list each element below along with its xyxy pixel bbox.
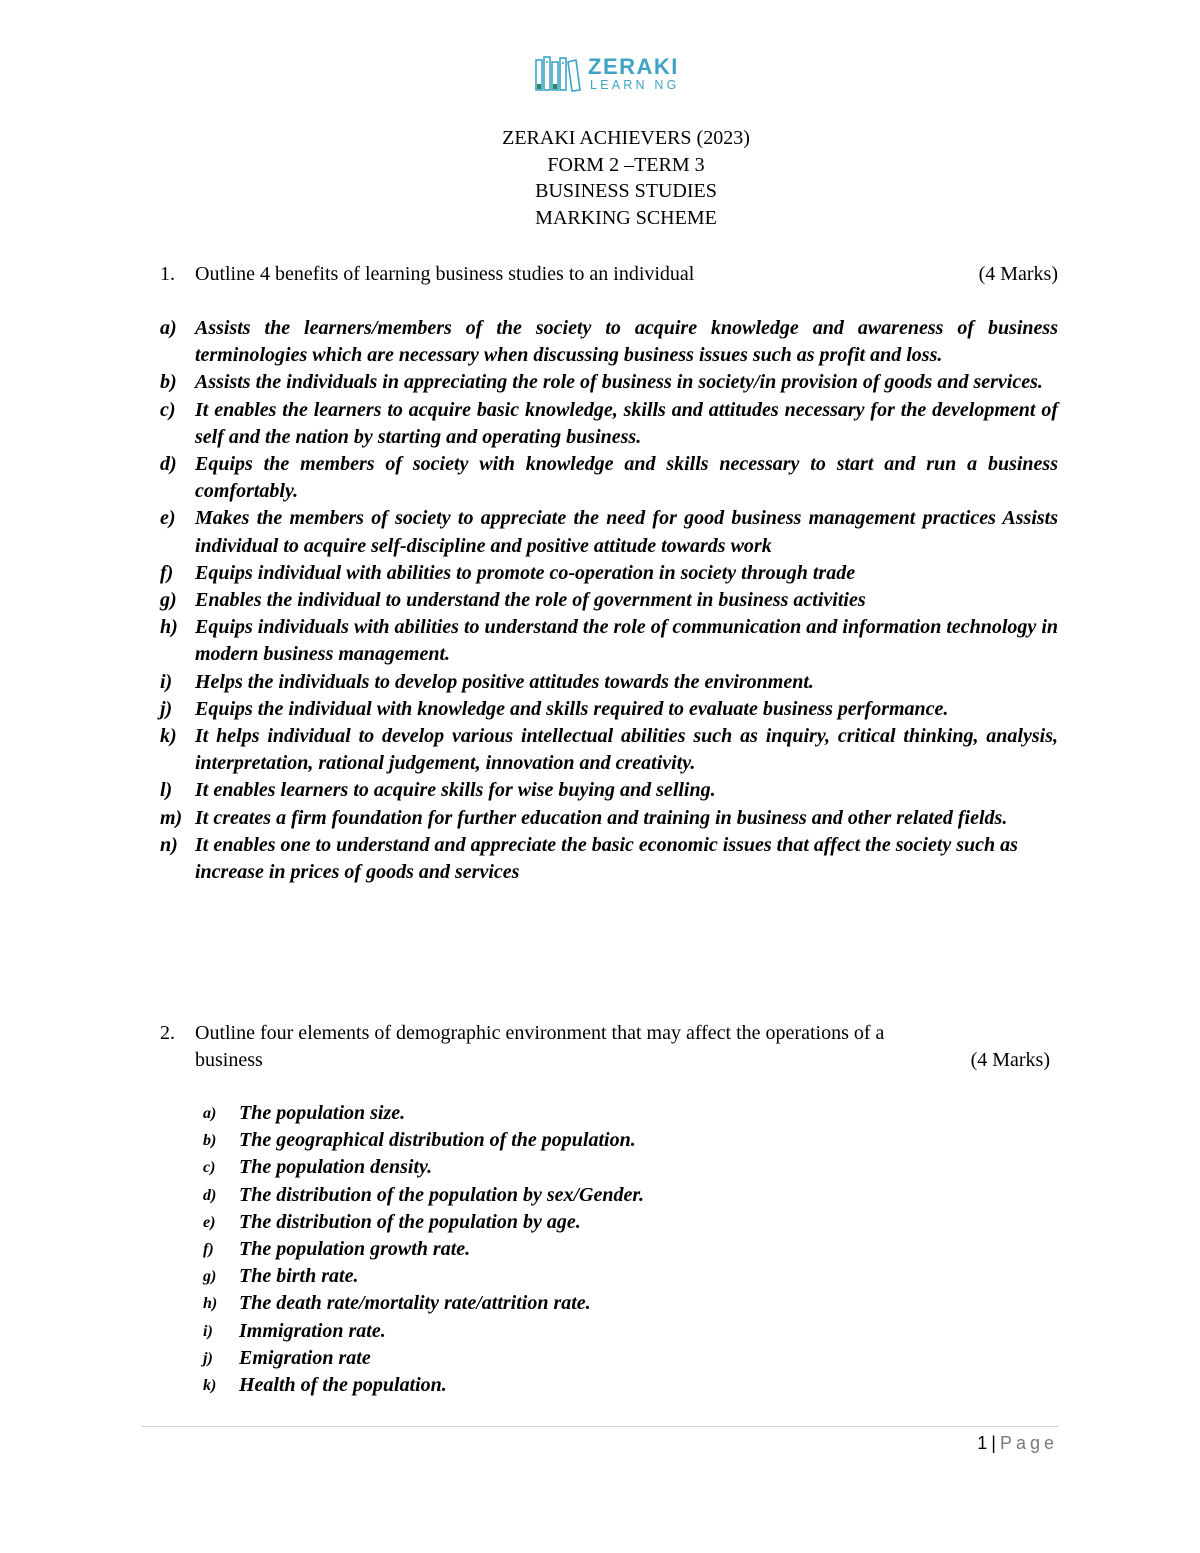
question-2-answers [203, 1100, 903, 1399]
header-line-3: BUSINESS STUDIES [535, 180, 717, 202]
footer-separator: | [991, 1433, 996, 1453]
answer-item [160, 805, 1058, 832]
answer-text: Health of the population. [239, 1374, 447, 1397]
answer-text: It helps individual to develop various intellectual abilities such as inquiry, critical thinking, analysis, interpretation, rational judgement, innovation and creativity. [195, 725, 1058, 775]
zeraki-logo [534, 52, 694, 96]
answer-item [160, 669, 1058, 696]
header-line-1: ZERAKI ACHIEVERS (2023) [502, 127, 750, 149]
answer-text: Equips the individual with knowledge and skills required to evaluate business performance. [195, 697, 949, 720]
question-number: 2. [160, 1022, 175, 1044]
answer-text: Enables the individual to understand the role of government in business activities [195, 589, 866, 612]
question-number: 1. [160, 263, 175, 285]
answer-item [160, 723, 1058, 777]
answer-label: g) [203, 1268, 217, 1286]
answer-text: The birth rate. [239, 1265, 359, 1288]
answer-text: The distribution of the population by age. [239, 1210, 581, 1233]
answer-label: h) [203, 1295, 218, 1313]
answer-label: c) [160, 398, 176, 421]
answer-text: Immigration rate. [239, 1319, 386, 1342]
answer-label: d) [160, 453, 177, 476]
question-text-line-2: business [195, 1049, 263, 1071]
answer-label: f) [203, 1241, 214, 1259]
question-marks: (4 Marks) [978, 263, 1058, 285]
answer-item [160, 315, 1058, 369]
answer-label: n) [160, 833, 178, 856]
answer-item [203, 1127, 903, 1154]
answer-label: f) [160, 561, 174, 584]
answer-text: The population density. [239, 1156, 433, 1179]
answer-text: It creates a firm foundation for further education and training in business and other related fields. [195, 806, 1008, 829]
answer-item [203, 1263, 903, 1290]
answer-item [160, 397, 1058, 451]
logo-subtitle: LEARN NG [590, 78, 680, 92]
answer-item [160, 777, 1058, 804]
answer-label: i) [160, 670, 173, 693]
answer-text: Emigration rate [239, 1346, 371, 1369]
question-text: Outline 4 benefits of learning business studies to an individual [195, 263, 695, 285]
answer-text: Equips individual with abilities to promote co-operation in society through trade [195, 561, 856, 584]
page-number: 1 [977, 1433, 988, 1453]
answer-label: d) [203, 1186, 217, 1204]
answer-label: g) [160, 589, 177, 612]
document-header [0, 125, 1200, 231]
answer-text: It enables the learners to acquire basic knowledge, skills and attitudes necessary for the development of self and the nation by starting and operating business. [195, 398, 1058, 448]
answer-label: h) [160, 616, 178, 639]
answer-label: i) [203, 1322, 213, 1340]
answer-item [160, 696, 1058, 723]
answer-item [160, 369, 1058, 396]
answer-item [203, 1100, 903, 1127]
answer-label: a) [160, 317, 177, 339]
answer-text: The distribution of the population by sex/Gender. [239, 1183, 645, 1206]
answer-label: a) [203, 1105, 217, 1122]
header-line-4: MARKING SCHEME [535, 206, 717, 229]
answer-item [160, 587, 1058, 614]
answer-text: The population size. [239, 1102, 406, 1124]
answer-item [203, 1209, 903, 1236]
answer-item [203, 1182, 903, 1209]
answer-item [203, 1290, 903, 1317]
answer-text: The geographical distribution of the population. [239, 1129, 636, 1152]
question-2 [160, 1020, 1050, 1074]
answer-text: The death rate/mortality rate/attrition rate. [239, 1292, 591, 1315]
answer-text: Assists the learners/members of the society to acquire knowledge and awareness of business terminologies which are necessary when discussing business issues such as profit and loss. [195, 317, 1058, 367]
answer-label: k) [160, 725, 177, 748]
answer-text: The population growth rate. [239, 1238, 471, 1261]
answer-text: Makes the members of society to appreciate the need for good business management practices Assists individual to acquire self-discipline and positive attitude towards work [195, 507, 1058, 557]
books-icon [534, 54, 582, 94]
logo-wordmark: ZERAKI [588, 54, 679, 79]
page-footer [977, 1433, 1058, 1454]
answer-label: l) [160, 779, 173, 802]
footer-divider [142, 1426, 1058, 1427]
answer-label: b) [160, 371, 177, 394]
answer-label: j) [203, 1349, 213, 1367]
question-1-answers [160, 315, 1058, 886]
answer-text: Equips individuals with abilities to understand the role of communication and information technology in modern business management. [195, 616, 1058, 666]
answer-item [203, 1372, 903, 1399]
answer-text: It enables one to understand and appreciate the basic economic issues that affect the society such as increase in prices of goods and services [195, 833, 1018, 884]
answer-label: b) [203, 1132, 217, 1150]
answer-item [203, 1154, 903, 1181]
answer-label: m) [160, 806, 183, 829]
question-marks: (4 Marks) [970, 1049, 1050, 1071]
answer-item [160, 505, 1058, 559]
question-1 [160, 261, 1058, 288]
answer-item [160, 614, 1058, 668]
answer-text: Assists the individuals in appreciating the role of business in society/in provision of goods and services. [195, 371, 1043, 394]
answer-item [203, 1345, 903, 1372]
page-word: Page [999, 1433, 1058, 1453]
answer-label: e) [160, 507, 176, 530]
answer-text: Equips the members of society with knowledge and skills necessary to start and run a business comfortably. [195, 453, 1058, 503]
answer-item [160, 832, 1058, 886]
answer-item [203, 1236, 903, 1263]
header-line-2: FORM 2 –TERM 3 [547, 153, 705, 176]
answer-label: c) [203, 1159, 216, 1177]
answer-text: It enables learners to acquire skills for wise buying and selling. [195, 779, 716, 802]
answer-label: k) [203, 1377, 217, 1395]
answer-item [160, 560, 1058, 587]
answer-item [203, 1318, 903, 1345]
answer-label: e) [203, 1213, 216, 1231]
question-text-line-1: Outline four elements of demographic environment that may affect the operations of a [195, 1022, 885, 1044]
answer-text: Helps the individuals to develop positive attitudes towards the environment. [195, 670, 814, 693]
answer-label: j) [160, 697, 173, 720]
answer-item [160, 451, 1058, 505]
